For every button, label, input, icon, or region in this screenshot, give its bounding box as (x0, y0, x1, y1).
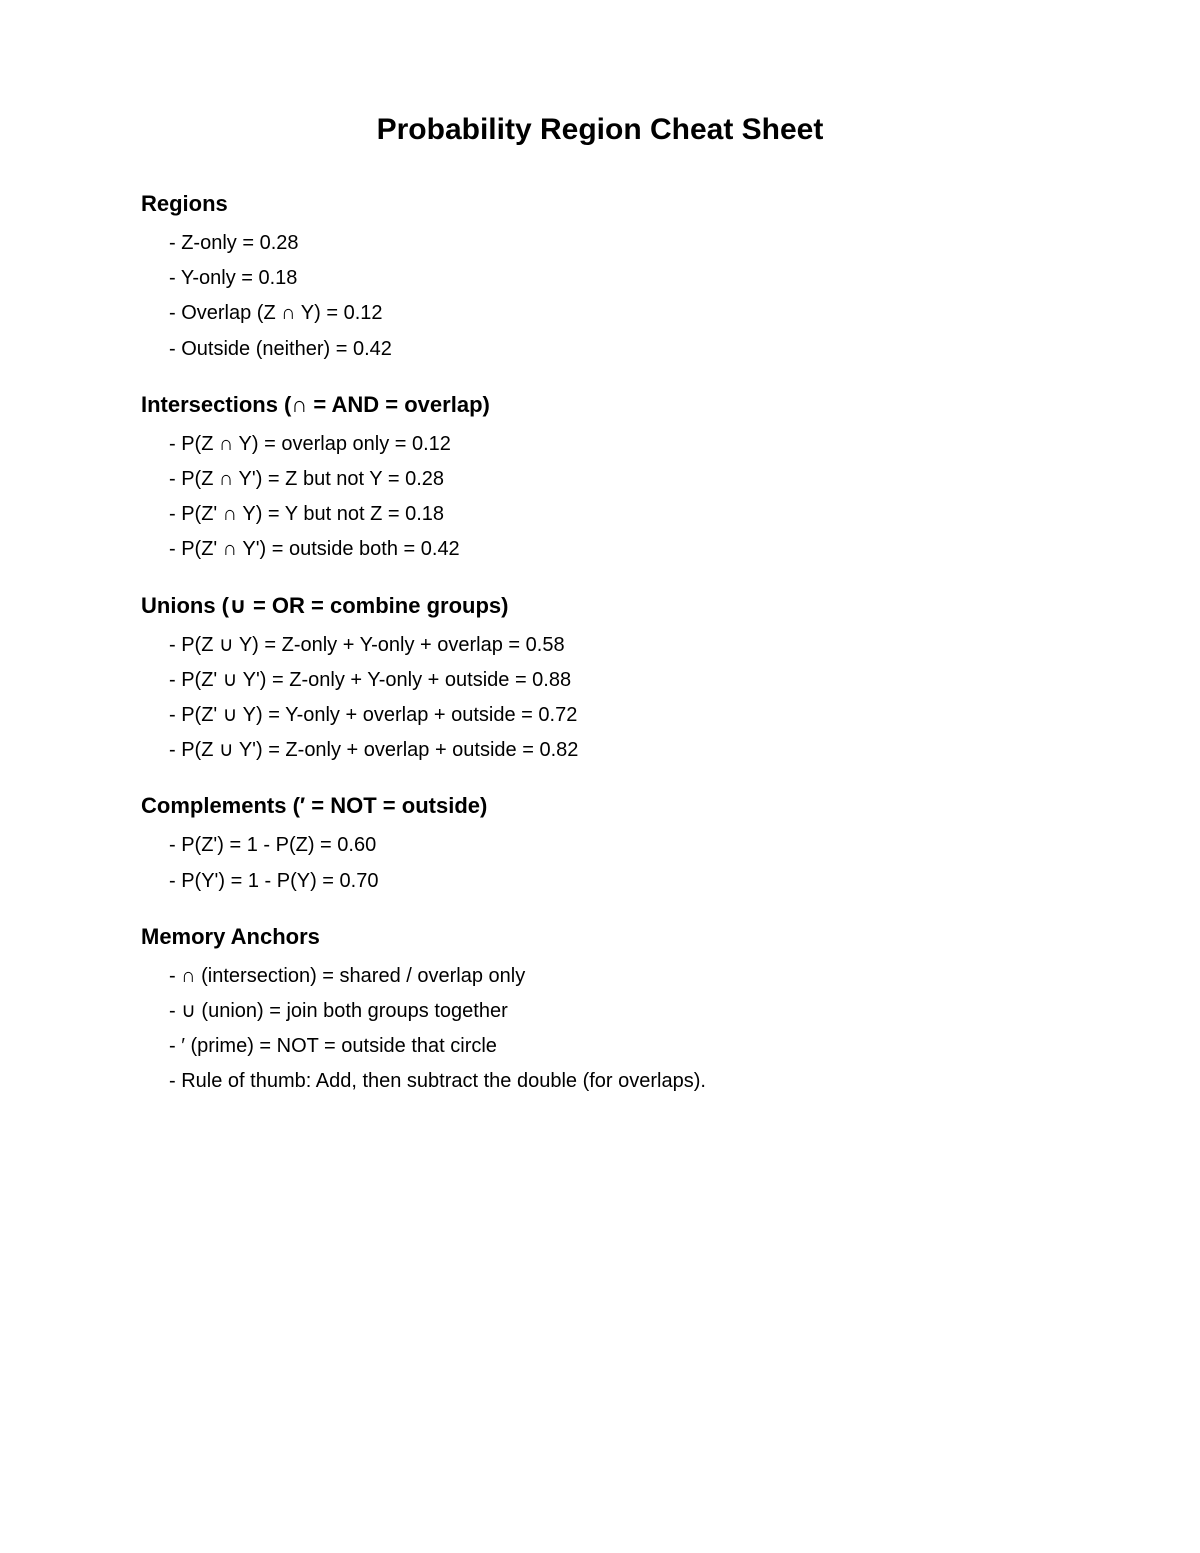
list-item: - P(Z' ∩ Y') = outside both = 0.42 (169, 538, 460, 561)
section-heading: Memory Anchors (141, 923, 320, 949)
list-item: - P(Z ∩ Y') = Z but not Y = 0.28 (169, 468, 444, 491)
list-item: - ′ (prime) = NOT = outside that circle (169, 1035, 497, 1058)
section-complements (141, 788, 1121, 898)
section-regions (141, 186, 1121, 367)
section-intersections (141, 387, 1121, 568)
section-memory-anchors (141, 919, 1121, 1100)
section-heading: Intersections (∩ = AND = overlap) (141, 391, 490, 417)
list-item: - Z-only = 0.28 (169, 232, 299, 254)
item-list (141, 427, 1121, 568)
item-list (141, 226, 1121, 367)
page-title: Probability Region Cheat Sheet (376, 113, 824, 146)
section-unions (141, 588, 1121, 769)
section-heading: Unions (∪ = OR = combine groups) (141, 592, 509, 618)
item-list (141, 959, 1121, 1100)
list-item: - Y-only = 0.18 (169, 267, 298, 290)
document-body (141, 186, 1121, 1120)
list-item: - P(Z ∩ Y) = overlap only = 0.12 (169, 432, 451, 455)
list-item: - P(Y') = 1 - P(Y) = 0.70 (169, 869, 379, 892)
list-item: - P(Z' ∪ Y') = Z-only + Y-only + outside = 0.88 (169, 668, 572, 691)
list-item: - ∪ (union) = join both groups together (169, 1000, 508, 1023)
item-list (141, 828, 1121, 898)
list-item: - P(Z ∪ Y) = Z-only + Y-only + overlap = 0.58 (169, 633, 565, 656)
list-item: - P(Z' ∩ Y) = Y but not Z = 0.18 (169, 503, 444, 526)
list-item: - Outside (neither) = 0.42 (169, 337, 392, 360)
list-item: - P(Z' ∪ Y) = Y-only + overlap + outside = 0.72 (169, 704, 578, 727)
list-item: - P(Z ∪ Y') = Z-only + overlap + outside = 0.82 (169, 739, 579, 762)
section-heading: Complements (′ = NOT = outside) (141, 793, 488, 819)
item-list (141, 628, 1121, 769)
section-heading: Regions (141, 191, 228, 216)
list-item: - P(Z') = 1 - P(Z) = 0.60 (169, 834, 377, 857)
list-item: - Rule of thumb: Add, then subtract the double (for overlaps). (169, 1070, 706, 1093)
list-item: - Overlap (Z ∩ Y) = 0.12 (169, 302, 383, 325)
list-item: - ∩ (intersection) = shared / overlap only (169, 964, 526, 987)
